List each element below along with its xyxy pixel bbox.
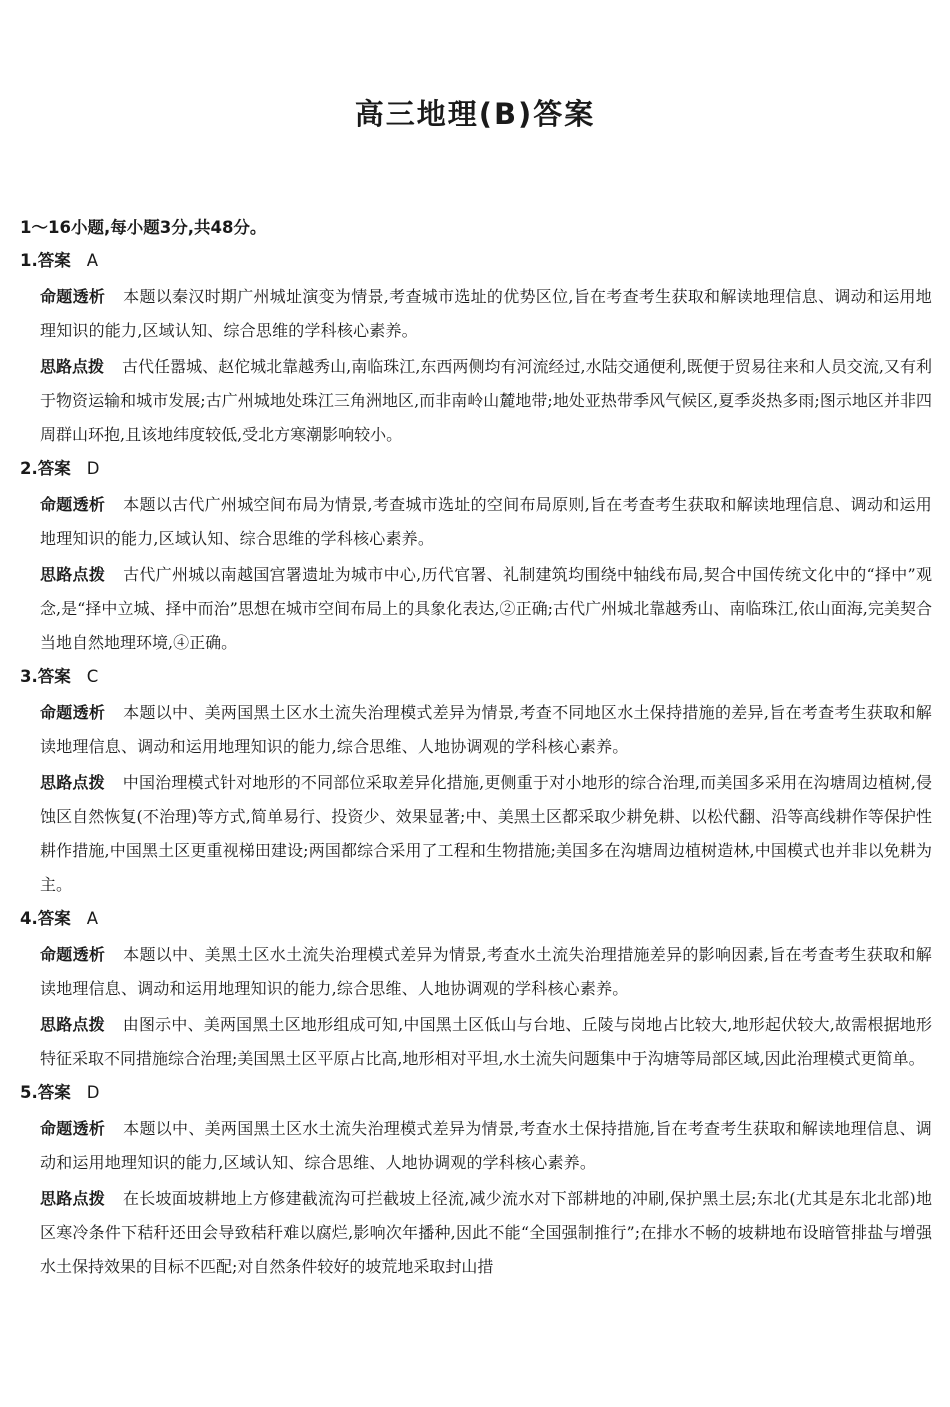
answer-letter: A xyxy=(86,909,99,928)
thinking-label: 思路点拨 xyxy=(40,565,106,584)
answer-letter: A xyxy=(86,251,99,270)
thinking-label: 思路点拨 xyxy=(40,1015,105,1034)
question-number: 4. xyxy=(20,909,38,928)
analysis-text: 本题以中、美两国黑土区水土流失治理模式差异为情景,考查水土保持措施,旨在考查考生获取和解读地理信息、调动和运用地理知识的能力,区域认知、综合思维、人地协调观的学科核心素养。 xyxy=(40,1119,933,1172)
analysis-label: 命题透析 xyxy=(40,1119,106,1138)
analysis-paragraph xyxy=(40,696,932,764)
answer-line xyxy=(20,1076,932,1110)
thinking-paragraph xyxy=(40,766,932,902)
analysis-paragraph xyxy=(40,1112,932,1180)
thinking-text: 古代广州城以南越国宫署遗址为城市中心,历代官署、礼制建筑均围绕中轴线布局,契合中国传统文化中的“择中”观念,是“择中立城、择中而治”思想在城市空间布局上的具象化表达,②正确;古代广州城北靠越秀山、南临珠江,依山面海,完美契合当地自然地理环境,④正确。 xyxy=(40,565,932,652)
answer-label: 答案 xyxy=(37,251,71,270)
answer-label: 答案 xyxy=(37,1083,71,1102)
thinking-paragraph xyxy=(40,1008,932,1076)
question-4 xyxy=(20,902,932,1076)
answer-label: 答案 xyxy=(37,909,71,928)
thinking-text: 在长坡面坡耕地上方修建截流沟可拦截坡上径流,减少流水对下部耕地的冲刷,保护黑土层;东北(尤其是东北北部)地区寒冷条件下秸秆还田会导致秸秆难以腐烂,影响次年播种,因此不能“全国强制推行”;在排水不畅的坡耕地布设暗管排盐与增强水土保持效果的目标不匹配;对自然条件较好的坡荒地采取封山措 xyxy=(40,1189,932,1276)
answer-letter: D xyxy=(86,1083,100,1102)
analysis-text: 本题以中、美两国黑土区水土流失治理模式差异为情景,考查不同地区水土保持措施的差异,旨在考查考生获取和解读地理信息、调动和运用地理知识的能力,综合思维、人地协调观的学科核心素养。 xyxy=(40,703,933,756)
question-5 xyxy=(20,1076,932,1284)
thinking-text: 中国治理模式针对地形的不同部位采取差异化措施,更侧重于对小地形的综合治理,而美国多采用在沟塘周边植树,侵蚀区自然恢复(不治理)等方式,简单易行、投资少、效果显著;中、美黑土区都采取少耕免耕、以松代翻、沿等高线耕作等保护性耕作措施,中国黑土区更重视梯田建设;两国都综合采用了工程和生物措施;美国多在沟塘周边植树造林,中国模式也并非以免耕为主。 xyxy=(40,773,932,894)
analysis-text: 本题以秦汉时期广州城址演变为情景,考查城市选址的优势区位,旨在考查考生获取和解读地理信息、调动和运用地理知识的能力,区域认知、综合思维的学科核心素养。 xyxy=(40,287,933,340)
analysis-text: 本题以中、美黑土区水土流失治理模式差异为情景,考查水土流失治理措施差异的影响因素,旨在考查考生获取和解读地理信息、调动和运用地理知识的能力,综合思维、人地协调观的学科核心素养。 xyxy=(40,945,933,998)
question-3 xyxy=(20,660,932,902)
answer-line xyxy=(20,902,932,936)
question-number: 5. xyxy=(20,1083,38,1102)
analysis-label: 命题透析 xyxy=(40,495,106,514)
answer-letter: C xyxy=(86,667,99,686)
thinking-paragraph xyxy=(40,1182,932,1284)
answer-line xyxy=(20,660,932,694)
analysis-label: 命题透析 xyxy=(40,287,106,306)
thinking-text: 古代任嚣城、赵佗城北靠越秀山,南临珠江,东西两侧均有河流经过,水陆交通便利,既便于贸易往来和人员交流,又有利于物资运输和城市发展;古广州城地处珠江三角洲地区,而非南岭山麓地带;地处亚热带季风气候区,夏季炎热多雨;图示地区并非四周群山环抱,且该地纬度较低,受北方寒潮影响较小。 xyxy=(40,357,932,444)
analysis-paragraph xyxy=(40,938,932,1006)
answer-label: 答案 xyxy=(37,459,71,478)
answer-letter: D xyxy=(86,459,100,478)
thinking-label: 思路点拨 xyxy=(40,1189,105,1208)
answer-label: 答案 xyxy=(37,667,71,686)
page-title: 高三地理(B)答案 xyxy=(354,97,596,131)
question-number: 2. xyxy=(20,459,38,478)
question-2 xyxy=(20,452,932,660)
answer-line xyxy=(20,452,932,486)
thinking-label: 思路点拨 xyxy=(40,773,105,792)
question-number: 3. xyxy=(20,667,38,686)
analysis-label: 命题透析 xyxy=(40,945,106,964)
analysis-paragraph xyxy=(40,280,932,348)
analysis-label: 命题透析 xyxy=(40,703,106,722)
thinking-paragraph xyxy=(40,350,932,452)
analysis-paragraph xyxy=(40,488,932,556)
thinking-paragraph xyxy=(40,558,932,660)
thinking-text: 由图示中、美两国黑土区地形组成可知,中国黑土区低山与台地、丘陵与岗地占比较大,地形起伏较大,故需根据地形特征采取不同措施综合治理;美国黑土区平原占比高,地形相对平坦,水土流失问题集中于沟塘等局部区域,因此治理模式更简单。 xyxy=(40,1015,932,1068)
answer-line xyxy=(20,244,932,278)
thinking-label: 思路点拨 xyxy=(40,357,105,376)
question-1 xyxy=(20,244,932,452)
question-number: 1. xyxy=(20,251,38,270)
analysis-text: 本题以古代广州城空间布局为情景,考查城市选址的空间布局原则,旨在考查考生获取和解读地理信息、调动和运用地理知识的能力,区域认知、综合思维的学科核心素养。 xyxy=(40,495,933,548)
answer-list xyxy=(20,244,932,1284)
scoring-intro: 1～16小题,每小题3分,共48分。 xyxy=(20,218,267,237)
